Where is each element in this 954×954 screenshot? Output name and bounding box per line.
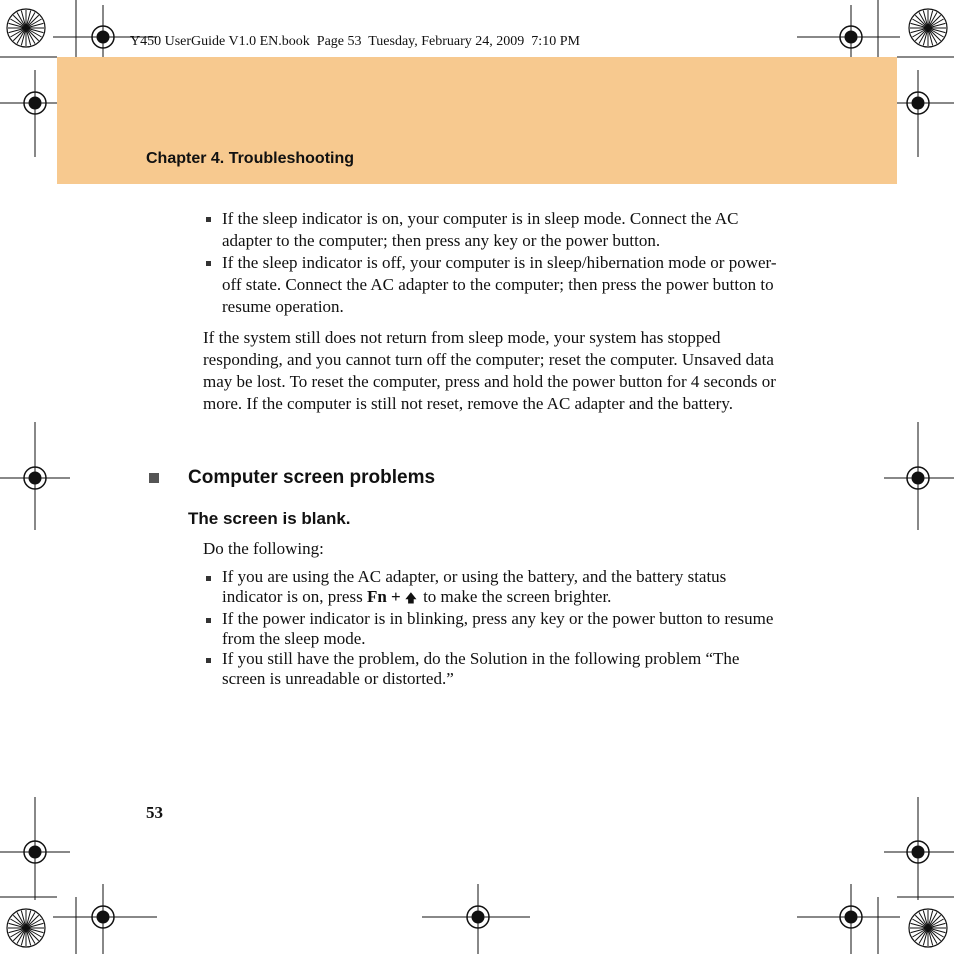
problem-subheading: The screen is blank. (188, 509, 351, 528)
reset-paragraph: If the system still does not return from sleep mode, your system has stopped responding, and you cannot turn off the computer; reset the computer. Unsaved data may be lost. To reset the computer, press and hold the power button for 4 seconds or more. If the computer is still not reset, remove the AC adapter and the battery. (203, 328, 776, 413)
list-item (203, 567, 783, 609)
list-item: If you still have the problem, do the Solution in the following problem “The screen is unreadable or distorted.” (203, 649, 783, 690)
page-number: 53 (146, 803, 163, 822)
chapter-title: Chapter 4. Troubleshooting (146, 150, 355, 167)
square-bullet-icon (149, 473, 159, 483)
section-heading (147, 467, 435, 489)
bullet-text: If you are using the AC adapter, or using the battery, and the battery status indicator is on, press (222, 567, 727, 607)
intro-text: Do the following: (203, 539, 324, 558)
screen-fix-list (203, 567, 783, 690)
list-item: If the power indicator is in blinking, press any key or the power button to resume from the sleep mode. (203, 609, 783, 650)
sleep-indicator-list (203, 208, 783, 318)
list-item: If the sleep indicator is off, your computer is in sleep/hibernation mode or power-off state. Connect the AC adapter to the computer; then press the power button to resume operation. (203, 252, 783, 318)
bullet-text: to make the screen brighter. (423, 587, 612, 607)
section-title: Computer screen problems (188, 467, 436, 488)
list-item: If the sleep indicator is on, your computer is in sleep mode. Connect the AC adapter to the computer; then press any key or the power button. (203, 208, 783, 252)
brightness-up-arrow-icon: 🡅 (404, 591, 418, 606)
print-slug-line: Y450 UserGuide V1.0 EN.book Page 53 Tuesday, February 24, 2009 7:10 PM (130, 34, 580, 49)
key-combo: Fn + (366, 587, 401, 607)
